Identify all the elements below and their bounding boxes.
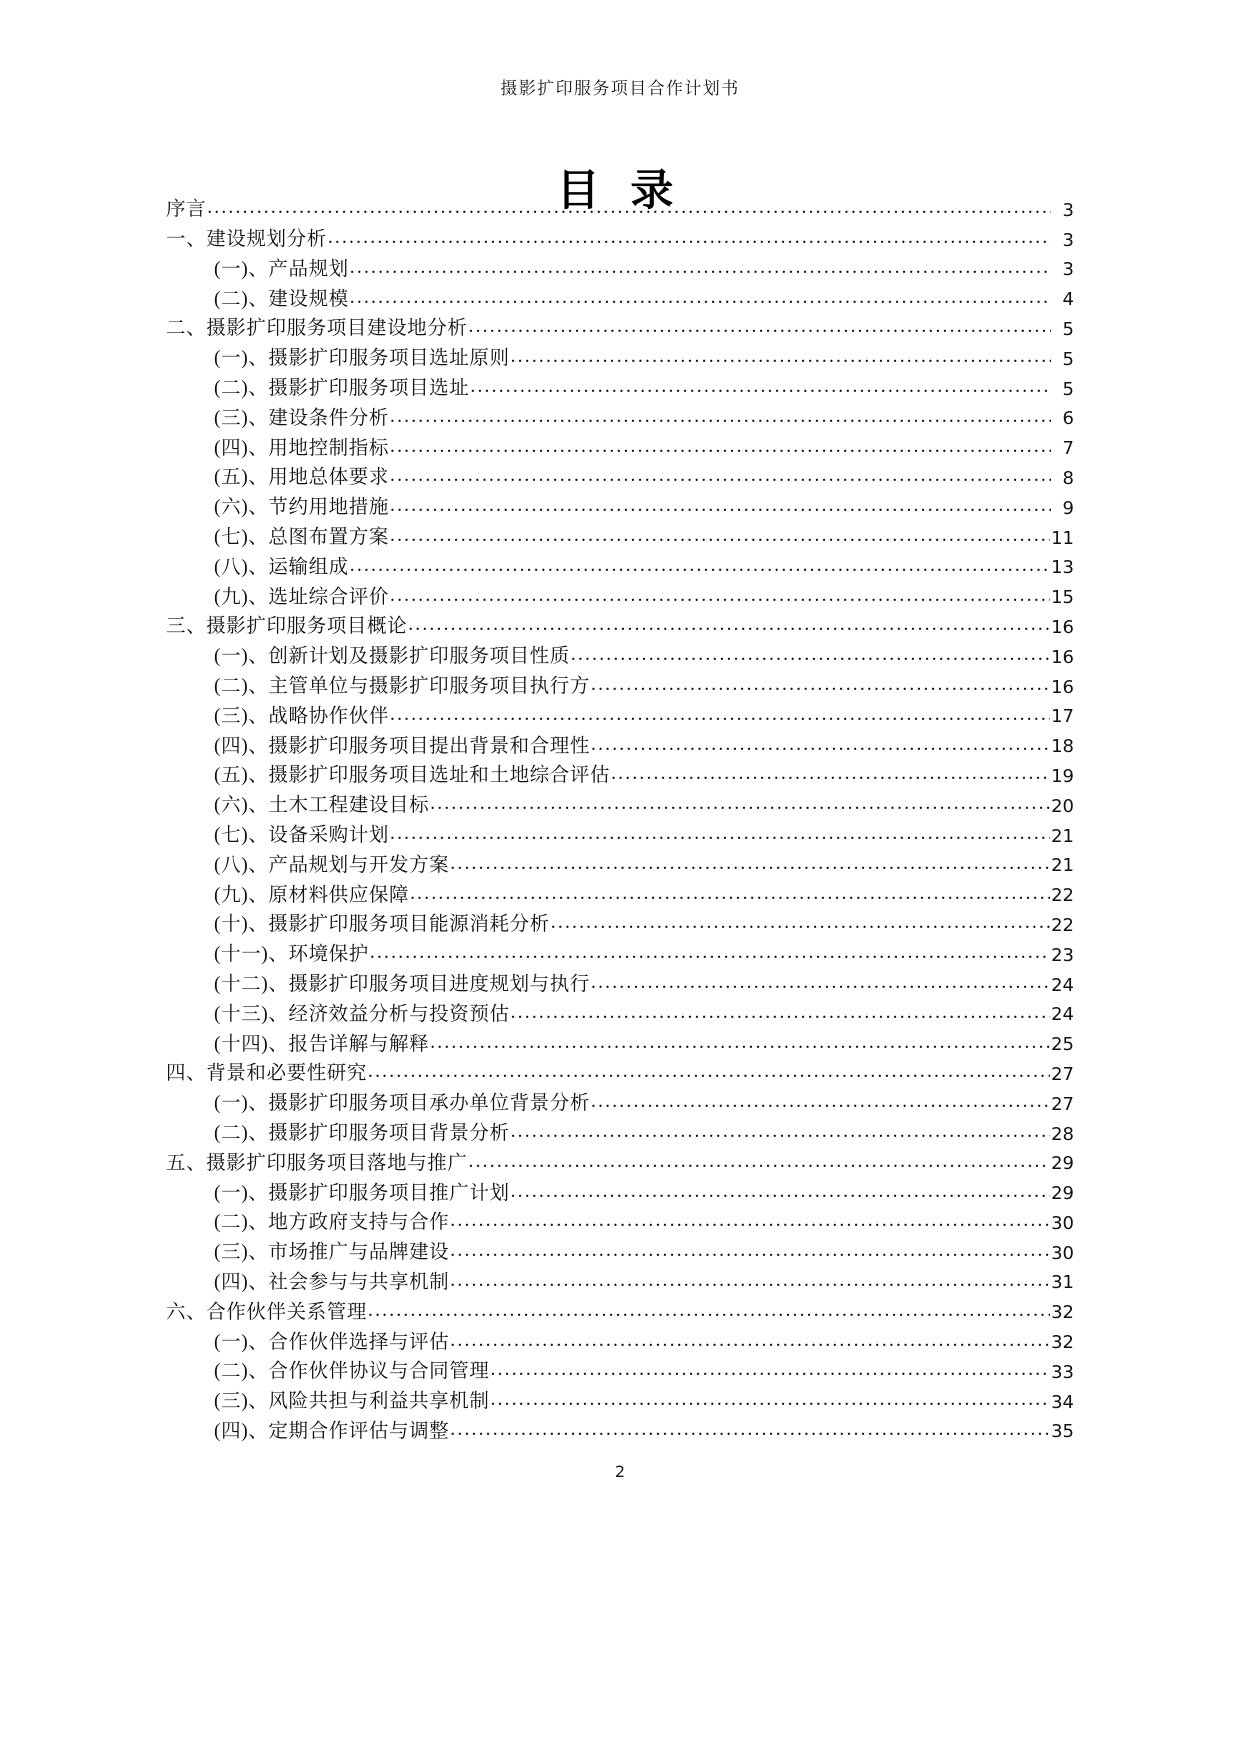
toc-entry-page-number: 35 bbox=[1051, 1421, 1074, 1443]
toc-entry[interactable] bbox=[166, 1116, 1074, 1146]
toc-entry-page-number: 21 bbox=[1051, 855, 1074, 877]
toc-entry[interactable] bbox=[166, 490, 1074, 520]
toc-leader-dots bbox=[611, 764, 1050, 784]
toc-entry-label: 五、摄影扩印服务项目落地与推广 bbox=[166, 1152, 468, 1174]
toc-entry-label: 六、合作伙伴关系管理 bbox=[166, 1301, 368, 1323]
toc-leader-dots bbox=[450, 854, 1050, 874]
toc-entry-page-number: 22 bbox=[1051, 914, 1074, 936]
toc-entry[interactable] bbox=[166, 1265, 1074, 1295]
toc-leader-dots bbox=[450, 1241, 1050, 1261]
toc-entry[interactable] bbox=[166, 907, 1074, 937]
toc-entry-label: (九)、选址综合评价 bbox=[214, 586, 389, 608]
toc-entry-label: (二)、建设规模 bbox=[214, 288, 349, 310]
toc-entry-page-number: 32 bbox=[1051, 1332, 1074, 1354]
toc-entry[interactable] bbox=[166, 341, 1074, 371]
toc-entry-label: (十三)、经济效益分析与投资预估 bbox=[214, 1003, 510, 1025]
toc-entry[interactable] bbox=[166, 967, 1074, 997]
toc-entry-label: (一)、摄影扩印服务项目推广计划 bbox=[214, 1182, 510, 1204]
table-of-contents bbox=[166, 192, 1074, 1443]
toc-entry-page-number: 29 bbox=[1051, 1183, 1074, 1205]
toc-leader-dots bbox=[491, 1360, 1051, 1380]
toc-entry-page-number: 4 bbox=[1062, 289, 1074, 311]
toc-leader-dots bbox=[390, 496, 1051, 516]
toc-entry[interactable] bbox=[166, 1384, 1074, 1414]
toc-entry-label: (九)、原材料供应保障 bbox=[214, 884, 410, 906]
toc-leader-dots bbox=[410, 884, 1050, 904]
toc-leader-dots bbox=[469, 1152, 1051, 1172]
toc-leader-dots bbox=[511, 1003, 1051, 1023]
toc-entry-page-number: 31 bbox=[1051, 1272, 1074, 1294]
toc-entry-page-number: 16 bbox=[1051, 646, 1074, 668]
toc-entry[interactable] bbox=[166, 848, 1074, 878]
toc-leader-dots bbox=[430, 1033, 1050, 1053]
toc-entry-page-number: 20 bbox=[1051, 795, 1074, 817]
toc-entry-page-number: 32 bbox=[1051, 1302, 1074, 1324]
toc-entry[interactable] bbox=[166, 371, 1074, 401]
toc-leader-dots bbox=[551, 913, 1050, 933]
toc-entry[interactable] bbox=[166, 1086, 1074, 1116]
toc-entry-label: (八)、产品规划与开发方案 bbox=[214, 854, 450, 876]
toc-entry-page-number: 23 bbox=[1051, 944, 1074, 966]
toc-entry-label: (一)、创新计划及摄影扩印服务项目性质 bbox=[214, 646, 570, 668]
toc-entry[interactable] bbox=[166, 460, 1074, 490]
toc-entry[interactable] bbox=[166, 1414, 1074, 1444]
toc-entry-label: (二)、主管单位与摄影扩印服务项目执行方 bbox=[214, 676, 590, 698]
toc-entry-label: (十一)、环境保护 bbox=[214, 944, 369, 966]
toc-entry-label: (五)、用地总体要求 bbox=[214, 467, 389, 489]
toc-entry-label: (二)、地方政府支持与合作 bbox=[214, 1212, 450, 1234]
toc-entry-page-number: 5 bbox=[1062, 378, 1074, 400]
page-title: 目 录 bbox=[556, 167, 684, 215]
toc-entry-page-number: 7 bbox=[1062, 438, 1074, 460]
toc-entry[interactable] bbox=[166, 669, 1074, 699]
toc-leader-dots bbox=[450, 1331, 1050, 1351]
toc-leader-dots bbox=[491, 1390, 1051, 1410]
toc-leader-dots bbox=[390, 705, 1050, 725]
toc-leader-dots bbox=[368, 1301, 1050, 1321]
toc-entry-page-number: 3 bbox=[1062, 199, 1074, 221]
toc-leader-dots bbox=[450, 1420, 1050, 1440]
toc-entry-page-number: 28 bbox=[1051, 1123, 1074, 1145]
toc-entry-page-number: 5 bbox=[1062, 348, 1074, 370]
toc-entry-page-number: 21 bbox=[1051, 825, 1074, 847]
toc-entry-page-number: 27 bbox=[1051, 1093, 1074, 1115]
toc-leader-dots bbox=[370, 943, 1050, 963]
toc-entry-label: (一)、合作伙伴选择与评估 bbox=[214, 1331, 450, 1353]
toc-entry-label: 三、摄影扩印服务项目概论 bbox=[166, 616, 408, 638]
toc-entry[interactable] bbox=[166, 579, 1074, 609]
toc-entry-page-number: 15 bbox=[1051, 587, 1074, 609]
toc-entry-page-number: 19 bbox=[1051, 765, 1074, 787]
toc-entry[interactable] bbox=[166, 1175, 1074, 1205]
toc-entry-label: (十)、摄影扩印服务项目能源消耗分析 bbox=[214, 914, 550, 936]
toc-leader-dots bbox=[511, 1122, 1051, 1142]
toc-leader-dots bbox=[390, 466, 1051, 486]
toc-entry[interactable] bbox=[166, 997, 1074, 1027]
toc-leader-dots bbox=[450, 1211, 1050, 1231]
toc-leader-dots bbox=[350, 556, 1050, 576]
toc-entry-page-number: 29 bbox=[1051, 1153, 1074, 1175]
toc-entry-page-number: 24 bbox=[1051, 974, 1074, 996]
toc-entry-label: (六)、节约用地措施 bbox=[214, 497, 389, 519]
toc-entry[interactable] bbox=[166, 281, 1074, 311]
toc-leader-dots bbox=[390, 586, 1050, 606]
toc-entry[interactable] bbox=[166, 1205, 1074, 1235]
toc-entry[interactable] bbox=[166, 1354, 1074, 1384]
toc-entry-label: (二)、摄影扩印服务项目选址 bbox=[214, 378, 470, 400]
toc-entry-label: (二)、合作伙伴协议与合同管理 bbox=[214, 1361, 490, 1383]
toc-entry-label: (五)、摄影扩印服务项目选址和土地综合评估 bbox=[214, 765, 611, 787]
running-header: 摄影扩印服务项目合作计划书 bbox=[500, 79, 740, 98]
toc-leader-dots bbox=[408, 615, 1050, 635]
toc-entry[interactable] bbox=[166, 788, 1074, 818]
toc-entry-page-number: 30 bbox=[1051, 1212, 1074, 1234]
toc-entry-label: (四)、定期合作评估与调整 bbox=[214, 1420, 450, 1442]
toc-entry-label: 一、建设规划分析 bbox=[166, 229, 327, 251]
toc-entry-page-number: 27 bbox=[1051, 1063, 1074, 1085]
toc-entry[interactable] bbox=[166, 430, 1074, 460]
toc-leader-dots bbox=[469, 317, 1051, 337]
toc-leader-dots bbox=[571, 645, 1050, 665]
toc-entry[interactable] bbox=[166, 311, 1074, 341]
toc-entry[interactable] bbox=[166, 818, 1074, 848]
toc-entry[interactable] bbox=[166, 699, 1074, 729]
toc-entry-label: (一)、产品规划 bbox=[214, 258, 349, 280]
toc-leader-dots bbox=[511, 347, 1051, 367]
toc-entry[interactable] bbox=[166, 252, 1074, 282]
toc-entry-label: (七)、总图布置方案 bbox=[214, 527, 389, 549]
toc-leader-dots bbox=[591, 735, 1050, 755]
toc-leader-dots bbox=[591, 973, 1050, 993]
toc-leader-dots bbox=[430, 794, 1050, 814]
toc-entry[interactable] bbox=[166, 1235, 1074, 1265]
toc-entry[interactable] bbox=[166, 937, 1074, 967]
toc-entry-label: (一)、摄影扩印服务项目承办单位背景分析 bbox=[214, 1093, 590, 1115]
toc-entry-page-number: 13 bbox=[1051, 557, 1074, 579]
toc-leader-dots bbox=[350, 288, 1051, 308]
toc-entry-label: (一)、摄影扩印服务项目选址原则 bbox=[214, 348, 510, 370]
toc-entry-page-number: 22 bbox=[1051, 885, 1074, 907]
toc-leader-dots bbox=[368, 1062, 1050, 1082]
toc-leader-dots bbox=[390, 824, 1050, 844]
toc-entry-page-number: 30 bbox=[1051, 1242, 1074, 1264]
toc-entry[interactable] bbox=[166, 1146, 1074, 1176]
toc-entry-label: (七)、设备采购计划 bbox=[214, 825, 389, 847]
toc-entry-page-number: 3 bbox=[1062, 259, 1074, 281]
toc-leader-dots bbox=[207, 198, 1051, 218]
toc-entry-label: (十二)、摄影扩印服务项目进度规划与执行 bbox=[214, 974, 590, 996]
toc-entry-page-number: 3 bbox=[1062, 229, 1074, 251]
toc-entry[interactable] bbox=[166, 192, 1074, 222]
toc-entry[interactable] bbox=[166, 1026, 1074, 1056]
toc-leader-dots bbox=[350, 258, 1051, 278]
toc-entry-label: (十四)、报告详解与解释 bbox=[214, 1033, 430, 1055]
toc-entry[interactable] bbox=[166, 1294, 1074, 1324]
toc-entry-page-number: 25 bbox=[1051, 1034, 1074, 1056]
toc-entry-label: (四)、社会参与与共享机制 bbox=[214, 1271, 450, 1293]
toc-leader-dots bbox=[328, 228, 1051, 248]
toc-entry[interactable] bbox=[166, 401, 1074, 431]
toc-entry-label: (八)、运输组成 bbox=[214, 556, 349, 578]
toc-leader-dots bbox=[591, 675, 1050, 695]
toc-leader-dots bbox=[390, 526, 1050, 546]
toc-entry-page-number: 16 bbox=[1051, 616, 1074, 638]
toc-entry-label: (三)、市场推广与品牌建设 bbox=[214, 1242, 450, 1264]
toc-entry-page-number: 17 bbox=[1051, 706, 1074, 728]
toc-entry[interactable] bbox=[166, 550, 1074, 580]
toc-entry[interactable] bbox=[166, 758, 1074, 788]
toc-entry[interactable] bbox=[166, 222, 1074, 252]
toc-entry-label: (三)、风险共担与利益共享机制 bbox=[214, 1391, 490, 1413]
toc-entry[interactable] bbox=[166, 877, 1074, 907]
toc-entry-page-number: 34 bbox=[1051, 1391, 1074, 1413]
toc-leader-dots bbox=[591, 1092, 1050, 1112]
toc-entry-label: (二)、摄影扩印服务项目背景分析 bbox=[214, 1123, 510, 1144]
toc-entry-label: 序言 bbox=[166, 199, 207, 221]
toc-entry[interactable] bbox=[166, 639, 1074, 669]
toc-entry[interactable] bbox=[166, 1324, 1074, 1354]
toc-entry-label: 二、摄影扩印服务项目建设地分析 bbox=[166, 318, 468, 340]
toc-leader-dots bbox=[390, 407, 1051, 427]
toc-entry[interactable] bbox=[166, 520, 1074, 550]
toc-entry-page-number: 8 bbox=[1062, 467, 1074, 489]
toc-entry-page-number: 9 bbox=[1062, 497, 1074, 519]
toc-entry-label: (四)、摄影扩印服务项目提出背景和合理性 bbox=[214, 735, 590, 757]
toc-leader-dots bbox=[450, 1271, 1050, 1291]
toc-leader-dots bbox=[470, 377, 1051, 397]
toc-leader-dots bbox=[390, 437, 1051, 457]
toc-entry-page-number: 16 bbox=[1051, 676, 1074, 698]
toc-entry[interactable] bbox=[166, 1056, 1074, 1086]
toc-entry-label: (三)、建设条件分析 bbox=[214, 407, 389, 429]
footer-page-number: 2 bbox=[614, 1462, 626, 1481]
toc-leader-dots bbox=[511, 1182, 1051, 1202]
toc-entry-label: 四、背景和必要性研究 bbox=[166, 1063, 368, 1085]
toc-entry-page-number: 11 bbox=[1051, 527, 1074, 549]
toc-entry-label: (四)、用地控制指标 bbox=[214, 437, 389, 459]
toc-entry[interactable] bbox=[166, 609, 1074, 639]
toc-entry-page-number: 5 bbox=[1062, 318, 1074, 340]
toc-entry-page-number: 18 bbox=[1051, 736, 1074, 758]
toc-entry-label: (六)、土木工程建设目标 bbox=[214, 795, 430, 817]
toc-entry-page-number: 24 bbox=[1051, 1004, 1074, 1026]
toc-entry-page-number: 6 bbox=[1062, 408, 1074, 430]
toc-entry[interactable] bbox=[166, 728, 1074, 758]
toc-entry-label: (三)、战略协作伙伴 bbox=[214, 705, 389, 727]
toc-entry-page-number: 33 bbox=[1051, 1361, 1074, 1383]
